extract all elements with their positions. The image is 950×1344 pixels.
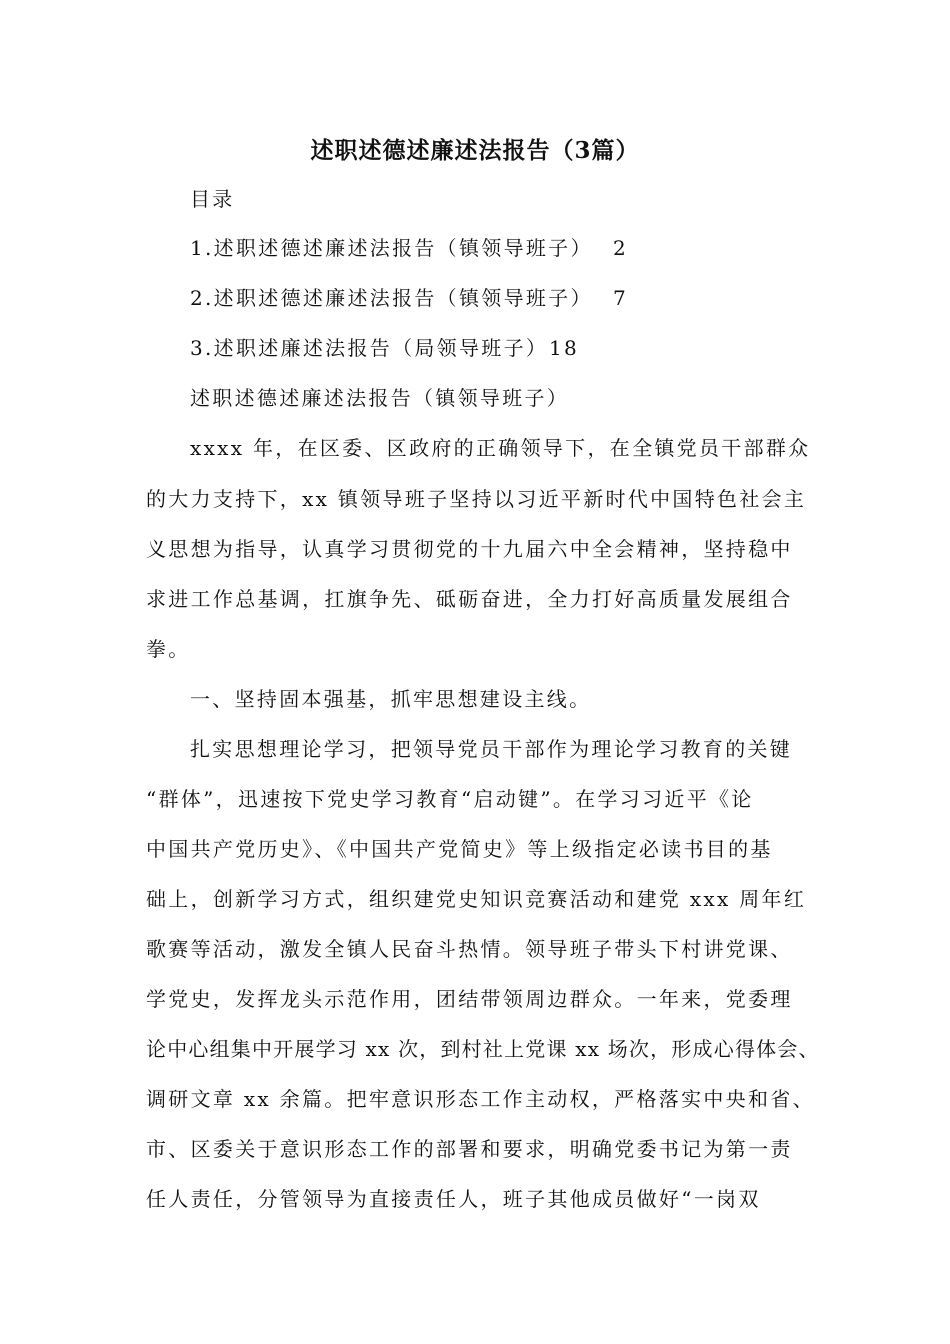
paragraph-line: 中国共产党历史》、《中国共产党简史》等上级指定必读书目的基 [146,837,773,861]
section-heading: 一、坚持固本强基，抓牢思想建设主线。 [190,687,592,711]
toc-entry-1[interactable] [190,231,870,265]
paragraph-line: 调研文章 xx 余篇。把牢意识形态工作主动权，严格落实中央和省、 [146,1087,815,1111]
paragraph-line: 扎实思想理论学习，把领导党员干部作为理论学习教育的关键 [190,737,793,761]
paragraph-line: 学党史，发挥龙头示范作用，团结带领周边群众。一年来，党委理 [146,987,793,1011]
section-title: 述职述德述廉述法报告（镇领导班子） [190,386,570,410]
paragraph-line: xxxx 年，在区委、区政府的正确领导下，在全镇党员干部群众 [190,436,811,460]
paragraph-line: 任人责任，分管领导为直接责任人，班子其他成员做好“一岗双 [146,1187,761,1211]
toc-entry-3[interactable] [190,331,870,365]
paragraph-line: 拳。 [146,637,191,661]
toc-entry-page: 2 [613,236,629,260]
toc-entry-label: 1.述职述德述廉述法报告（镇领导班子） [190,236,593,260]
toc-entry-page: 18 [549,336,580,360]
toc-entry-label: 3.述职述廉述法报告（局领导班子） [190,336,549,360]
paragraph-line: 歌赛等活动，激发全镇人民奋斗热情。领导班子带头下村讲党课、 [146,937,793,961]
paragraph-line: 求进工作总基调，扛旗争先、砥砺奋进，全力打好高质量发展组合 [146,587,793,611]
toc-entry-label: 2.述职述德述廉述法报告（镇领导班子） [190,286,593,310]
toc-heading: 目录 [190,187,235,211]
toc-entry-page: 7 [613,286,629,310]
toc-entry-2[interactable] [190,281,870,315]
paragraph-line: 论中心组集中开展学习 xx 次，到村社上党课 xx 场次，形成心得体会、 [146,1037,820,1061]
paragraph-line: 市、区委关于意识形态工作的部署和要求，明确党委书记为第一责 [146,1137,793,1161]
paragraph-line: 础上，创新学习方式，组织建党史知识竞赛活动和建党 xxx 周年红 [146,887,807,911]
paragraph-line: 义思想为指导，认真学习贯彻党的十九届六中全会精神，坚持稳中 [146,537,793,561]
document-title: 述职述德述廉述法报告（3篇） [310,137,640,164]
paragraph-line: 的大力支持下，xx 镇领导班子坚持以习近平新时代中国特色社会主 [146,487,807,511]
paragraph-line: “群体”，迅速按下党史学习教育“启动键”。在学习习近平《论 [146,787,754,811]
